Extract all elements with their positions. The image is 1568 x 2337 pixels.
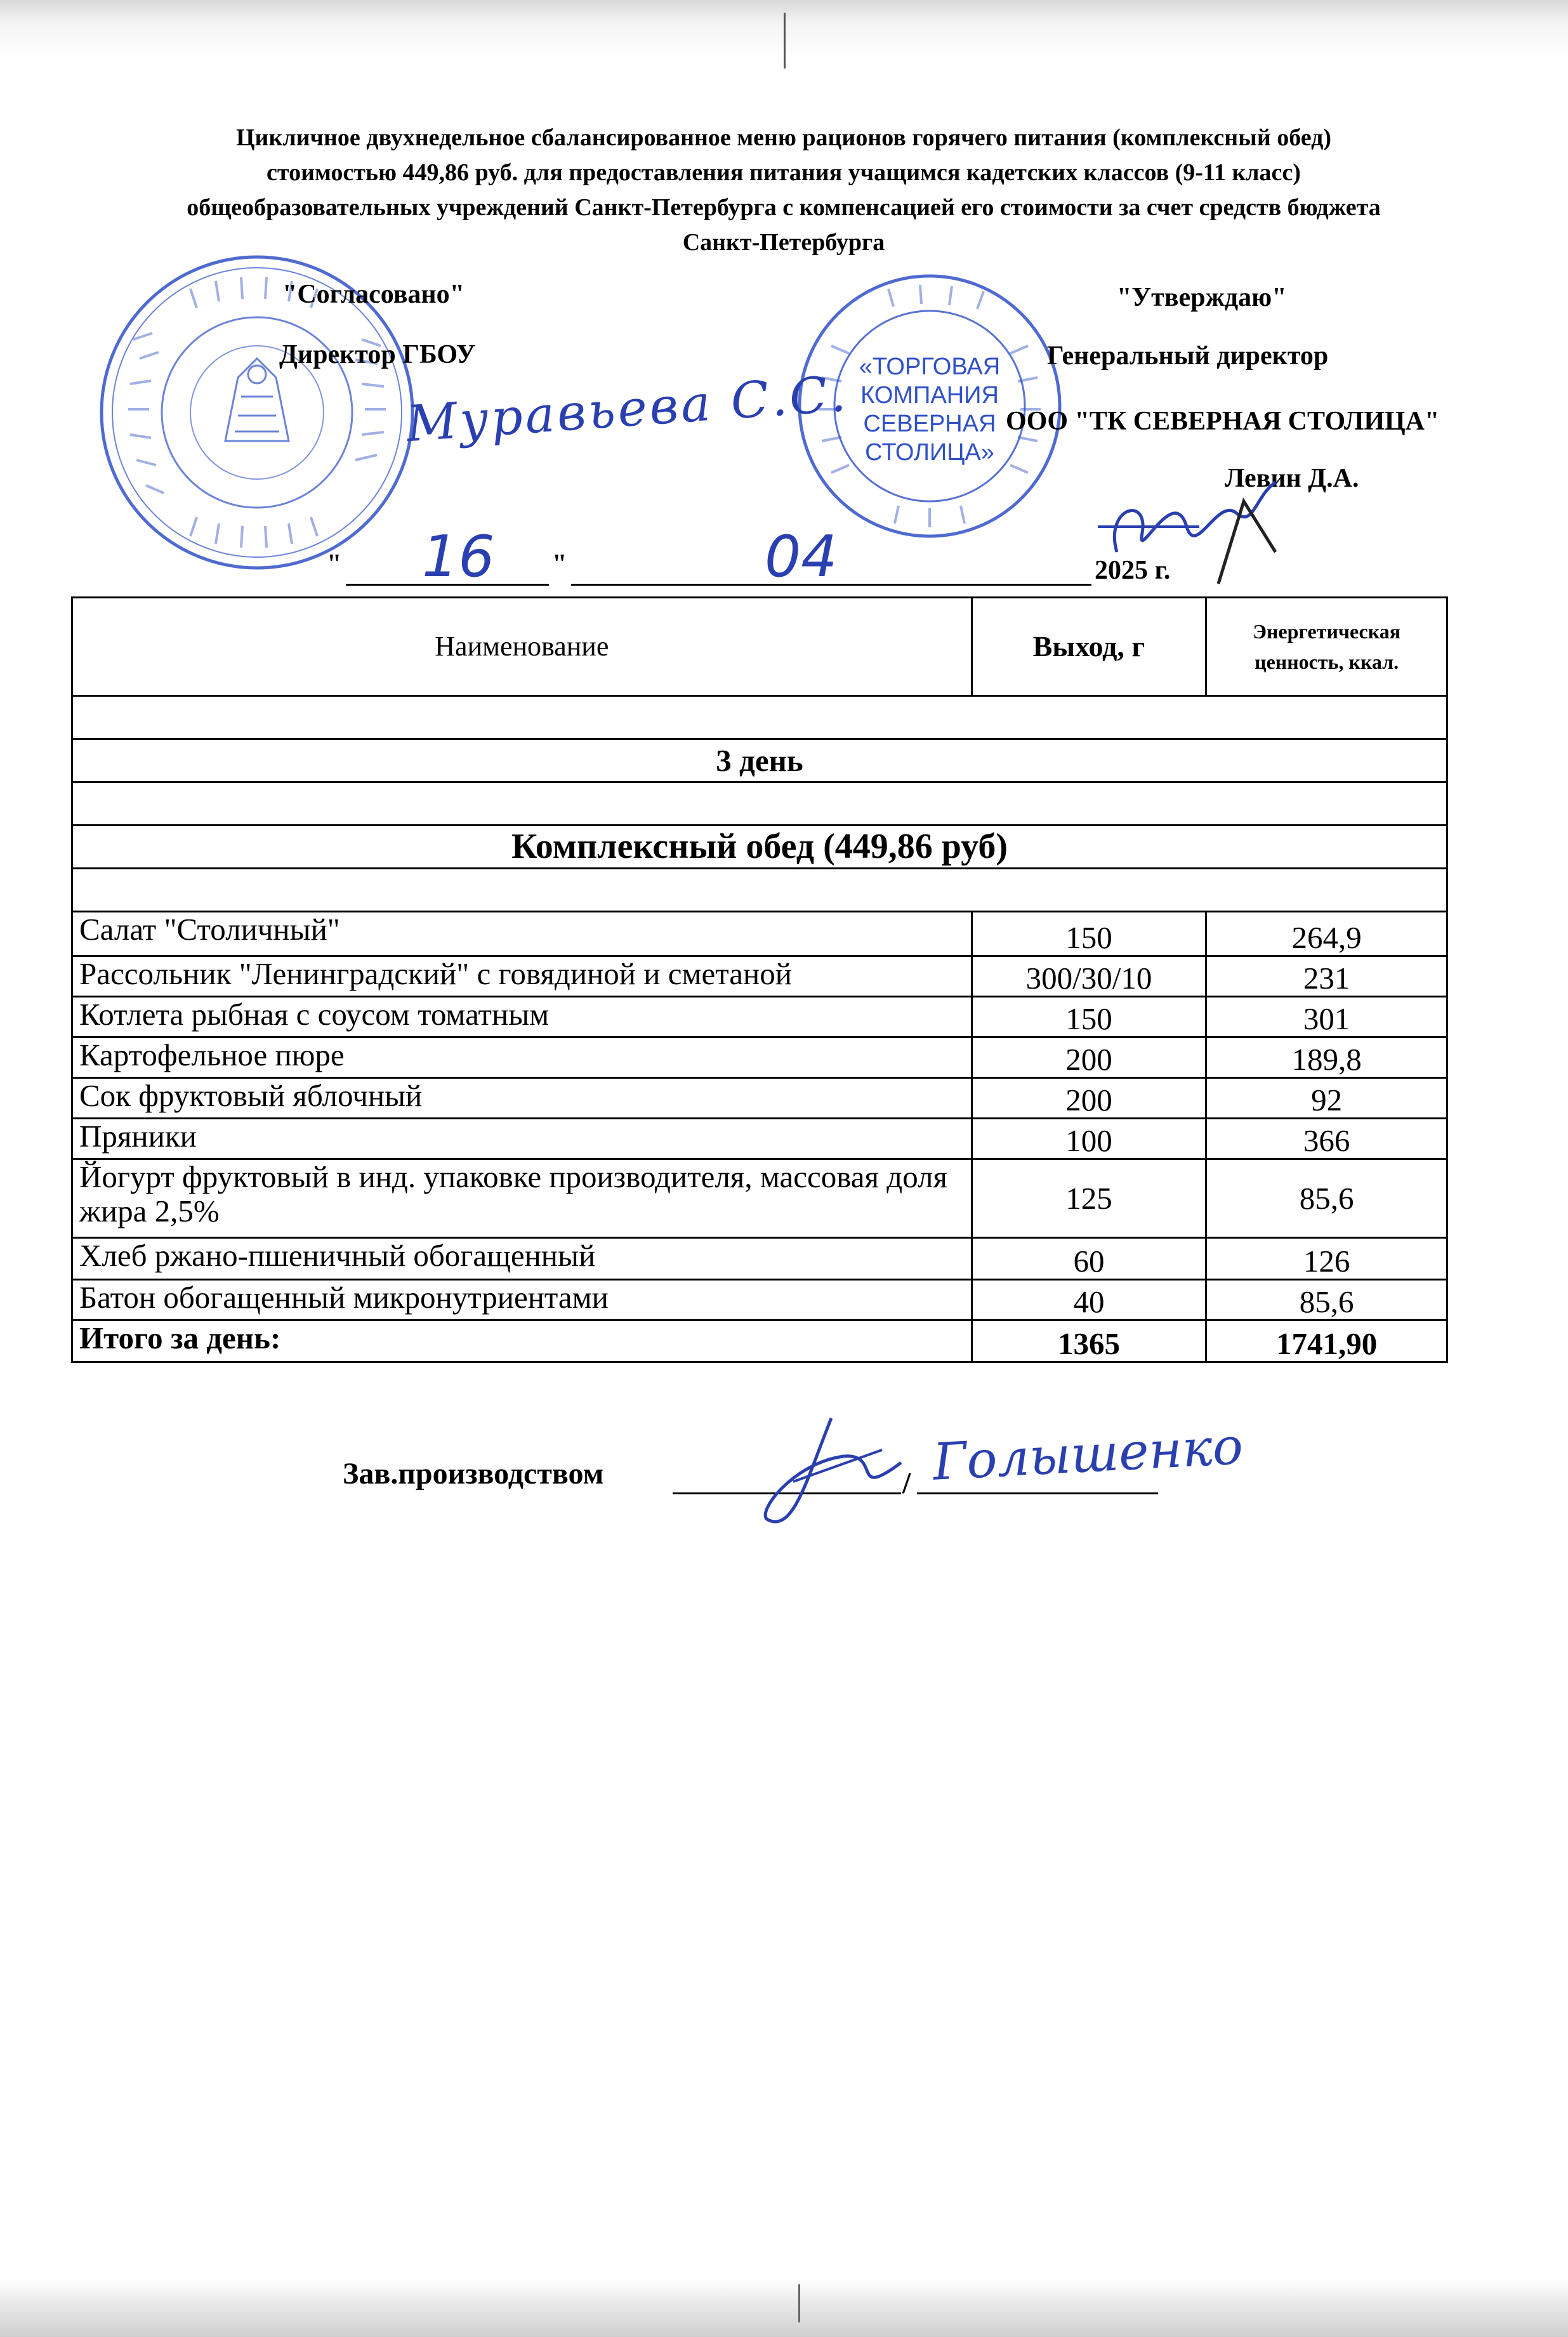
seal-text-1: «ТОРГОВАЯ bbox=[859, 353, 1001, 380]
production-manager-line bbox=[343, 1456, 603, 1491]
header-energy bbox=[1206, 598, 1447, 696]
dish-name: Котлета рыбная с соусом томатным bbox=[72, 997, 972, 1037]
title-line-2: стоимостью 449,86 руб. для предоставления питания учащимся кадетских классов (9-11 класс) bbox=[267, 159, 1301, 186]
dish-energy: 85,6 bbox=[1206, 1280, 1447, 1320]
seal-text-3: СЕВЕРНАЯ bbox=[863, 411, 996, 437]
spacer-row bbox=[72, 782, 1447, 826]
date-line bbox=[327, 523, 1215, 590]
header-output: Выход, г bbox=[972, 598, 1206, 696]
total-energy: 1741,90 bbox=[1206, 1320, 1447, 1362]
title-line-3: общеобразовательных учреждений Санкт-Петербурга с компенсацией его стоимости за счет средств бюджета bbox=[187, 194, 1381, 221]
dish-energy: 231 bbox=[1206, 956, 1447, 997]
total-label: Итого за день: bbox=[72, 1320, 972, 1362]
dish-output: 150 bbox=[972, 912, 1206, 956]
dish-output: 125 bbox=[972, 1159, 1206, 1238]
date-quote-open: " bbox=[327, 550, 342, 579]
dish-output: 60 bbox=[972, 1238, 1206, 1280]
table-header-row bbox=[72, 598, 1447, 696]
left-signature: Муравьева С.С. bbox=[404, 365, 850, 454]
table-row bbox=[72, 1280, 1447, 1320]
header-energy-line2: ценность, ккал. bbox=[1255, 650, 1399, 673]
table-row bbox=[72, 912, 1447, 956]
dish-name: Батон обогащенный микронутриентами bbox=[72, 1280, 972, 1320]
dish-name: Сок фруктовый яблочный bbox=[72, 1078, 972, 1119]
dish-energy: 85,6 bbox=[1206, 1159, 1447, 1238]
date-month: 04 bbox=[765, 523, 838, 590]
approve-company: ООО "ТК СЕВЕРНАЯ СТОЛИЦА" bbox=[1006, 407, 1440, 436]
header-name: Наименование bbox=[72, 598, 972, 696]
dish-energy: 366 bbox=[1206, 1119, 1447, 1159]
date-year: 2025 г. bbox=[1095, 556, 1171, 585]
dish-name: Рассольник "Ленинградский" с говядиной и сметаной bbox=[72, 956, 972, 997]
dish-energy: 264,9 bbox=[1206, 912, 1447, 956]
footer-signature: Голышенко bbox=[931, 1416, 1245, 1492]
title-line-4: Санкт-Петербурга bbox=[682, 229, 885, 256]
scan-fold-mark bbox=[784, 13, 786, 69]
dish-output: 300/30/10 bbox=[972, 956, 1206, 997]
dish-output: 40 bbox=[972, 1280, 1206, 1320]
header-energy-line1: Энергетическая bbox=[1253, 620, 1400, 643]
dish-output: 150 bbox=[972, 997, 1206, 1037]
table-row bbox=[72, 1159, 1447, 1238]
total-output: 1365 bbox=[972, 1320, 1206, 1362]
day-row bbox=[72, 739, 1447, 782]
footer-initials-signature bbox=[755, 1405, 920, 1532]
table-row bbox=[72, 997, 1447, 1037]
spacer-row bbox=[72, 869, 1447, 912]
seal-text-2: КОМПАНИЯ bbox=[860, 382, 999, 409]
dish-name: Йогурт фруктовый в инд. упаковке производителя, массовая доля жира 2,5% bbox=[72, 1159, 972, 1238]
date-quote-close: " bbox=[552, 550, 567, 579]
dish-output: 100 bbox=[972, 1119, 1206, 1159]
menu-table bbox=[71, 596, 1448, 1363]
approve-heading: "Утверждаю" bbox=[1117, 283, 1287, 312]
spacer-cell bbox=[72, 696, 1447, 739]
table-row bbox=[72, 1238, 1447, 1280]
dish-name: Картофельное пюре bbox=[72, 1037, 972, 1078]
dish-output: 200 bbox=[972, 1078, 1206, 1119]
scan-fold-mark bbox=[798, 2284, 800, 2322]
dish-name: Хлеб ржано-пшеничный обогащенный bbox=[72, 1238, 972, 1280]
dish-energy: 189,8 bbox=[1206, 1037, 1447, 1078]
dish-output: 200 bbox=[972, 1037, 1206, 1078]
table-row bbox=[72, 1119, 1447, 1159]
table-row bbox=[72, 1078, 1447, 1119]
scan-bottom-edge bbox=[0, 2278, 1568, 2337]
meal-label: Комплексный обед (449,86 руб) bbox=[72, 826, 1447, 869]
table-row bbox=[72, 1037, 1447, 1078]
production-manager-label: Зав.производством bbox=[343, 1457, 604, 1491]
footer-underline-2 bbox=[917, 1492, 1158, 1494]
date-day: 16 bbox=[422, 523, 495, 590]
total-row bbox=[72, 1320, 1447, 1362]
title-line-1: Цикличное двухнедельное сбалансированное меню рационов горячего питания (комплексный обед) bbox=[236, 124, 1331, 151]
agreed-heading: "Согласовано" bbox=[282, 280, 464, 309]
spacer-cell bbox=[72, 782, 1447, 826]
seal-text-4: СТОЛИЦА» bbox=[865, 439, 994, 466]
dish-name: Салат "Столичный" bbox=[72, 912, 972, 956]
day-label: 3 день bbox=[72, 739, 1447, 782]
footer-separator: / bbox=[902, 1466, 911, 1500]
dish-energy: 92 bbox=[1206, 1078, 1447, 1119]
document-title bbox=[76, 121, 1491, 260]
approve-position: Генеральный директор bbox=[1047, 341, 1329, 371]
dish-energy: 126 bbox=[1206, 1238, 1447, 1280]
meal-row bbox=[72, 826, 1447, 869]
dish-energy: 301 bbox=[1206, 997, 1447, 1037]
spacer-row bbox=[72, 696, 1447, 739]
dish-name: Пряники bbox=[72, 1119, 972, 1159]
approve-name: Левин Д.А. bbox=[1225, 464, 1359, 493]
table-row bbox=[72, 956, 1447, 997]
spacer-cell bbox=[72, 869, 1447, 912]
agreed-position: Директор ГБОУ bbox=[279, 340, 476, 369]
